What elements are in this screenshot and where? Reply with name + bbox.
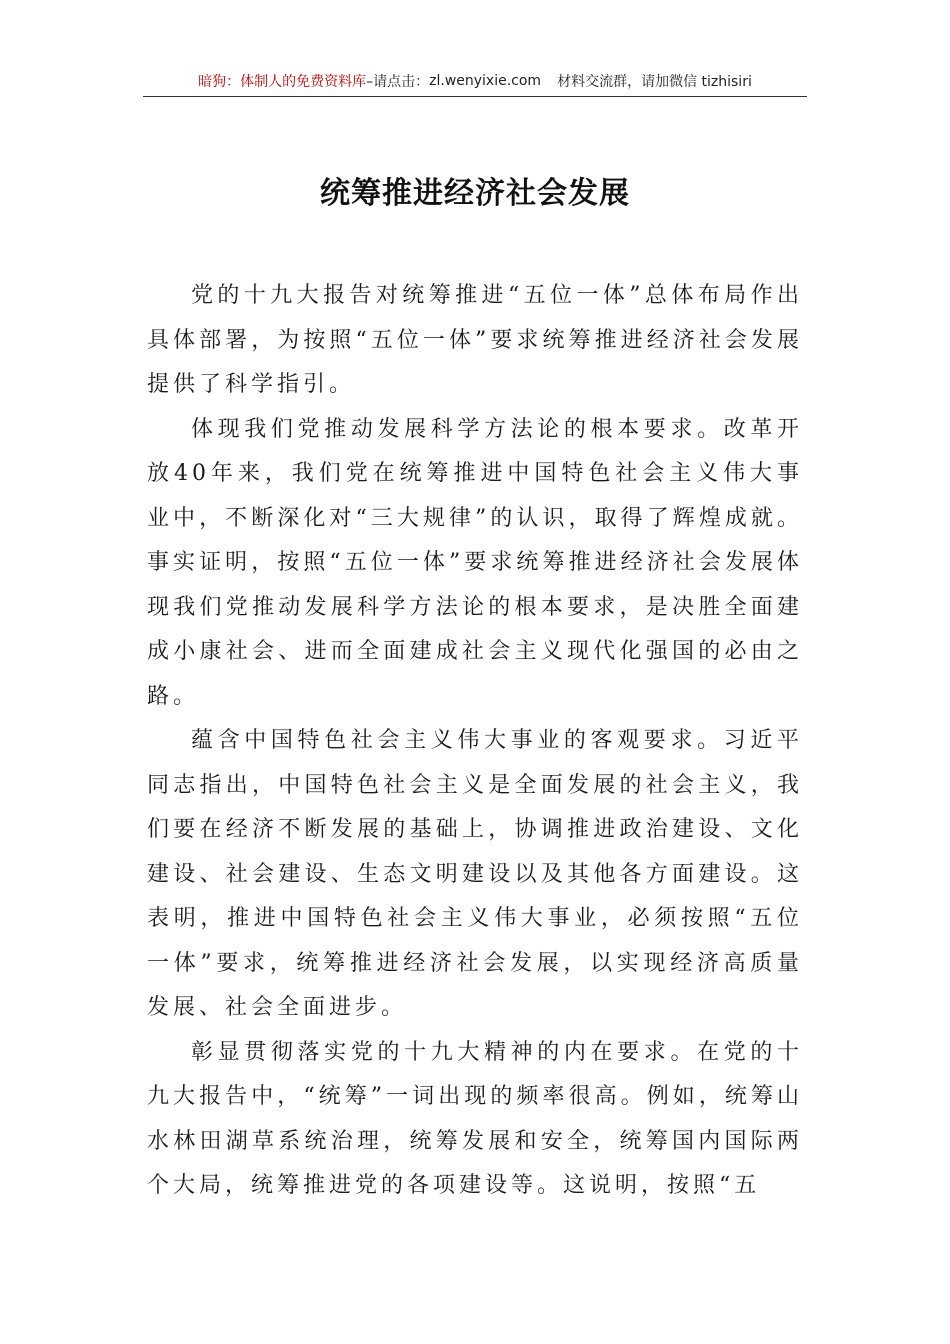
header-link[interactable]: zl.wenyixie.com — [429, 73, 542, 89]
document-title: 统筹推进经济社会发展 — [320, 176, 630, 211]
header-brand: 暗狗：体制人的免费资料库 — [198, 74, 367, 90]
document-body — [147, 274, 803, 1209]
header-contact: 材料交流群，请加微信 tizhisiri — [557, 74, 752, 90]
header-link-prefix: –请点击： — [366, 74, 430, 90]
paragraph: 党的十九大报告对统筹推进“五位一体”总体布局作出具体部署，为按照“五位一体”要求统筹推进经济社会发展提供了科学指引。 — [147, 283, 803, 397]
paragraph: 彰显贯彻落实党的十九大精神的内在要求。在党的十九大报告中，“统筹”一词出现的频率很高。例如，统筹山水林田湖草系统治理，统筹发展和安全，统筹国内国际两个大局，统筹推进党的各项建设等。这说明，按照“五 — [147, 1039, 803, 1198]
page-header — [143, 66, 807, 97]
paragraph: 体现我们党推动发展科学方法论的根本要求。改革开放40年来，我们党在统筹推进中国特色社会主义伟大事业中，不断深化对“三大规律”的认识，取得了辉煌成就。事实证明，按照“五位一体”要求统筹推进经济社会发展体现我们党推动发展科学方法论的根本要求，是决胜全面建成小康社会、进而全面建成社会主义现代化强国的必由之路。 — [147, 416, 803, 709]
paragraph: 蕴含中国特色社会主义伟大事业的客观要求。习近平同志指出，中国特色社会主义是全面发展的社会主义，我们要在经济不断发展的基础上，协调推进政治建设、文化建设、社会建设、生态文明建设以及其他各方面建设。这表明，推进中国特色社会主义伟大事业，必须按照“五位一体”要求，统筹推进经济社会发展，以实现经济高质量发展、社会全面进步。 — [147, 728, 803, 1020]
